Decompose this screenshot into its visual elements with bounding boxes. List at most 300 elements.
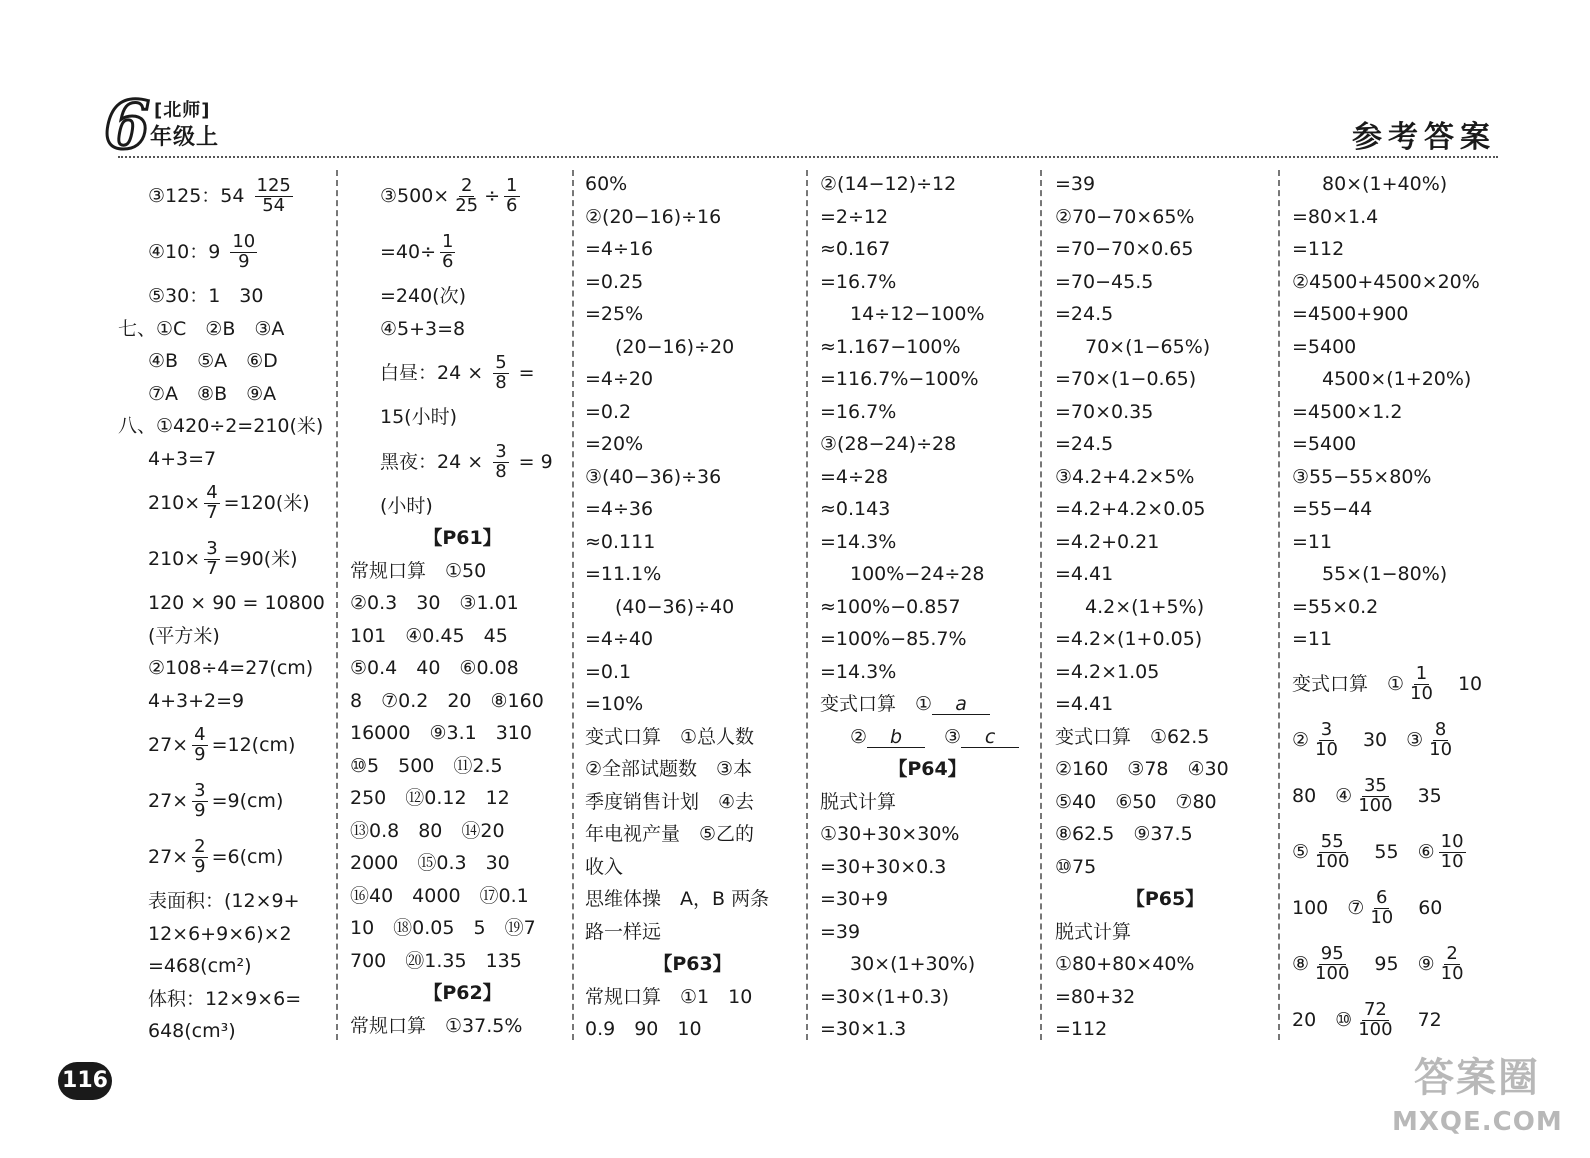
answer-text: =70−45.5	[1055, 270, 1154, 293]
answer-text: =5400	[1292, 433, 1357, 455]
fraction	[1356, 774, 1394, 816]
answer-text: =90(米)	[223, 548, 298, 570]
answer-text: ①30+30×30%	[820, 823, 960, 845]
fraction-denominator: 9	[194, 800, 206, 821]
answer-text: =40÷	[380, 241, 437, 263]
answer-text: ②(20−16)÷16	[585, 205, 722, 228]
answer-text: 4500×(1+20%)	[1322, 368, 1472, 390]
answer-text: =4500+900	[1292, 303, 1409, 325]
answer-text: 210×	[148, 548, 201, 570]
fraction	[255, 177, 293, 216]
answer-line	[1055, 981, 1275, 1014]
answer-text: 210×	[148, 492, 201, 514]
answer-line	[118, 168, 333, 224]
answer-line	[820, 786, 1035, 819]
answer-line	[1292, 656, 1507, 712]
answer-text: ③55−55×80%	[1292, 465, 1432, 488]
answer-line	[118, 443, 333, 476]
answer-text: (小时)	[380, 494, 433, 517]
answer-line	[1292, 201, 1507, 234]
answer-line	[585, 363, 800, 396]
answer-line	[1055, 1013, 1275, 1046]
answer-line	[585, 1013, 800, 1046]
answer-line	[350, 1010, 575, 1043]
answer-text: ⑧	[1292, 952, 1310, 975]
fraction-numerator: 10	[1440, 830, 1464, 852]
watermark-url: MXQE.COM	[1392, 1107, 1563, 1137]
answer-text: 14÷12−100%	[850, 303, 985, 325]
answer-text: =4÷28	[820, 465, 889, 488]
fraction-denominator: 8	[495, 372, 507, 393]
answer-line	[585, 591, 800, 624]
answer-text: =55×0.2	[1292, 595, 1379, 618]
answer-line	[350, 345, 575, 401]
answer-text: =4÷36	[585, 498, 654, 520]
answer-text: =9(cm)	[211, 790, 284, 812]
fraction-numerator: 3	[495, 440, 507, 462]
answer-text: ③4.2+4.2×5%	[1055, 465, 1195, 488]
fraction-numerator: 125	[256, 175, 291, 197]
answer-text: 七、①C ②B ③A	[118, 317, 285, 340]
answer-text: 体积：12×9×6=	[148, 987, 302, 1010]
answer-line	[820, 883, 1035, 916]
answer-text: ②108÷4=27(cm)	[148, 657, 314, 679]
answer-line	[585, 981, 800, 1014]
fraction-denominator: 9	[194, 856, 206, 877]
answer-text: =70×0.35	[1055, 400, 1154, 423]
section-heading	[350, 977, 575, 1010]
answer-text: =70−70×0.65	[1055, 238, 1194, 260]
answer-line	[820, 233, 1035, 266]
answer-line	[585, 851, 800, 884]
answer-line	[350, 815, 575, 848]
answer-text: 【P63】	[653, 953, 732, 975]
answer-line	[1292, 331, 1507, 364]
answer-line	[585, 753, 800, 786]
fraction-denominator: 100	[1358, 794, 1393, 816]
answer-column-1	[118, 168, 333, 1048]
answer-line	[350, 652, 575, 685]
answer-text: ④5+3=8	[380, 317, 466, 340]
answer-text: 4+3=7	[148, 447, 217, 470]
fraction-denominator: 10	[1315, 738, 1338, 760]
fraction-denominator: 10	[1429, 738, 1453, 760]
answer-line	[820, 623, 1035, 656]
fraction-numerator: 8	[1434, 718, 1447, 740]
answer-text: ②全部试题数 ③本	[585, 758, 753, 780]
answer-line	[1292, 363, 1507, 396]
answer-line	[585, 883, 800, 916]
answer-line	[585, 201, 800, 234]
answer-text: ②70−70×65%	[1055, 205, 1195, 228]
answer-text: 80 ④	[1292, 784, 1353, 807]
answer-text: ②4500+4500×20%	[1292, 270, 1480, 293]
answer-line	[1055, 331, 1275, 364]
answer-line	[350, 224, 575, 280]
answer-text: =4÷16	[585, 238, 654, 260]
answer-line	[350, 168, 575, 224]
answer-text: 思维体操 A，B 两条	[585, 888, 770, 910]
answer-line	[350, 782, 575, 815]
fraction	[1313, 718, 1340, 760]
fraction-numerator: 3	[206, 538, 218, 560]
answer-text: 【P61】	[423, 527, 502, 549]
answer-line	[585, 656, 800, 689]
answer-line	[820, 656, 1035, 689]
answer-line	[1055, 818, 1275, 851]
answer-line	[118, 345, 333, 378]
fraction-denominator: 6	[506, 195, 518, 216]
answer-text: ②	[1292, 728, 1310, 751]
answer-text: =39	[1055, 173, 1096, 195]
fraction	[1408, 662, 1435, 704]
answer-line	[118, 224, 333, 280]
answer-line	[118, 685, 333, 718]
fraction-denominator: 10	[1440, 962, 1464, 984]
answer-text: =12(cm)	[211, 734, 296, 756]
answer-line	[1292, 936, 1507, 992]
answer-text: =39	[820, 920, 861, 943]
answer-line	[585, 331, 800, 364]
answer-text: 12×6+9×6)×2	[148, 922, 292, 945]
fraction	[204, 540, 219, 579]
answer-text: 100%−24÷28	[850, 563, 985, 585]
answer-line	[820, 298, 1035, 331]
answer-line	[585, 818, 800, 851]
answer-column-4	[820, 168, 1035, 1048]
answer-line	[350, 490, 575, 523]
answer-text: =25%	[585, 303, 644, 325]
answer-text: =4.41	[1055, 693, 1114, 715]
fraction-denominator: 100	[1315, 850, 1350, 872]
answer-line	[1055, 753, 1275, 786]
answer-text: =80×1.4	[1292, 205, 1379, 228]
answer-column-3	[585, 168, 800, 1048]
fraction-denominator: 25	[455, 195, 479, 216]
answer-text: 常规口算 ①50	[350, 559, 487, 582]
answer-text: =55−44	[1292, 498, 1373, 520]
answer-column-6	[1292, 168, 1507, 1048]
answer-line	[118, 378, 333, 411]
answer-line	[1292, 591, 1507, 624]
answer-line	[350, 434, 575, 490]
fraction	[504, 177, 519, 216]
answer-line	[1055, 168, 1275, 201]
answer-line	[350, 945, 575, 978]
answer-line	[820, 266, 1035, 299]
fraction	[204, 484, 219, 523]
answer-text: ≈0.111	[585, 530, 656, 553]
fraction-numerator: 2	[1446, 942, 1458, 964]
answer-line	[820, 1013, 1035, 1046]
answer-text: 10 ⑱0.05 5 ⑲7	[350, 917, 536, 939]
answer-line	[118, 531, 333, 587]
answer-text: =11	[1292, 530, 1333, 553]
answer-text: 八、①420÷2=210(米)	[118, 415, 324, 437]
answer-text: =16.7%	[820, 270, 897, 293]
answer-line	[585, 721, 800, 754]
fraction	[493, 354, 508, 393]
answer-line	[1292, 266, 1507, 299]
answer-text: ⑤0.4 40 ⑥0.08	[350, 657, 519, 679]
fraction-numerator: 6	[1376, 886, 1388, 908]
answer-line	[1055, 656, 1275, 689]
answer-text: ⑧62.5 ⑨37.5	[1055, 823, 1193, 845]
answer-line	[118, 717, 333, 773]
answer-line	[820, 331, 1035, 364]
answer-text: =120(米)	[223, 492, 310, 514]
answer-text: =0.2	[585, 400, 632, 423]
answer-text: ③(40−36)÷36	[585, 465, 722, 488]
answer-text: =16.7%	[820, 400, 897, 423]
answer-line	[118, 652, 333, 685]
answer-line	[118, 313, 333, 346]
answer-line	[820, 428, 1035, 461]
answer-line	[1055, 721, 1275, 754]
answer-line	[585, 558, 800, 591]
fraction	[493, 440, 508, 482]
answer-line	[1292, 558, 1507, 591]
answer-line	[1055, 428, 1275, 461]
answer-line	[350, 880, 575, 913]
answer-text: =4.2+4.2×0.05	[1055, 498, 1206, 520]
answer-line	[1292, 461, 1507, 494]
answer-text: =11	[1292, 628, 1333, 650]
answer-text: 变式口算 ①62.5	[1055, 725, 1210, 748]
answer-text: =100%−85.7%	[820, 628, 967, 650]
answer-line	[118, 620, 333, 653]
answer-column-5	[1055, 168, 1275, 1048]
answer-line	[820, 851, 1035, 884]
fraction-denominator: 7	[206, 502, 218, 523]
logo-number: 6	[104, 86, 150, 164]
column-divider	[336, 170, 338, 1040]
fraction-denominator: 10	[1370, 906, 1394, 928]
fraction	[1313, 942, 1351, 984]
answer-text: =112	[1292, 238, 1345, 260]
answer-text: 60	[1399, 896, 1443, 919]
answer-line	[118, 587, 333, 620]
answer-column-2	[350, 168, 575, 1048]
logo-grade: 年级上	[150, 125, 220, 150]
answer-line	[350, 847, 575, 880]
answer-text: 4+3+2=9	[148, 689, 245, 712]
page-number-badge: 116	[58, 1062, 112, 1100]
answer-line	[1055, 688, 1275, 721]
answer-text: 30×(1+30%)	[850, 953, 976, 975]
answer-text: =2÷12	[820, 205, 889, 228]
answer-text: ③	[925, 725, 962, 748]
answer-text: ÷	[484, 185, 501, 207]
answer-text: =10%	[585, 693, 644, 715]
answer-text: 55 ⑥	[1355, 840, 1435, 863]
answer-line	[350, 313, 575, 346]
answer-text: (20−16)÷20	[615, 335, 735, 358]
fraction-numerator: 35	[1363, 774, 1387, 796]
answer-text: ≈1.167−100%	[820, 335, 961, 358]
answer-line	[1292, 168, 1507, 201]
answer-line	[350, 750, 575, 783]
fraction-denominator: 6	[442, 251, 454, 272]
answer-text: 70×(1−65%)	[1085, 335, 1211, 358]
answer-line	[350, 620, 575, 653]
answer-text: ≈0.143	[820, 498, 891, 520]
answer-text: ⑤30：1 30	[148, 285, 264, 307]
answer-line	[350, 685, 575, 718]
answer-text: 35	[1398, 784, 1442, 807]
answer-text: 27×	[148, 790, 189, 812]
column-divider	[572, 170, 574, 1040]
fraction-numerator: 5	[495, 352, 507, 374]
answer-text: 收入	[585, 855, 624, 878]
answer-line	[118, 950, 333, 983]
answer-text: ②160 ③78 ④30	[1055, 758, 1229, 780]
answer-text: =468(cm²)	[148, 955, 252, 977]
answer-line	[1055, 948, 1275, 981]
answer-text: 0.9 90 10	[585, 1018, 702, 1040]
watermark-mark: 答案圈	[1414, 1055, 1540, 1101]
answer-line	[350, 587, 575, 620]
answer-text: 表面积：(12×9+	[148, 890, 300, 912]
answer-line	[1055, 201, 1275, 234]
answer-line	[118, 829, 333, 885]
answer-text: 72	[1398, 1008, 1442, 1031]
answer-text: 年电视产量 ⑤乙的	[585, 823, 755, 845]
answer-text: 20 ⑩	[1292, 1008, 1353, 1031]
answer-text: =4.41	[1055, 563, 1114, 585]
answer-line	[585, 298, 800, 331]
answer-line	[118, 280, 333, 313]
fraction	[1313, 830, 1351, 872]
answer-line	[1292, 428, 1507, 461]
section-heading	[1055, 883, 1275, 916]
section-heading	[585, 948, 800, 981]
answer-line	[585, 688, 800, 721]
fraction-numerator: 3	[194, 780, 206, 802]
section-heading	[350, 522, 575, 555]
answer-line	[118, 1015, 333, 1048]
answer-line	[118, 885, 333, 918]
answer-text: =30×(1+0.3)	[820, 985, 950, 1008]
answer-line	[820, 591, 1035, 624]
answer-text: 变式口算 ①	[1292, 672, 1405, 695]
answer-line	[118, 918, 333, 951]
answer-text: =30+30×0.3	[820, 855, 947, 878]
answer-line	[820, 818, 1035, 851]
answer-text: 10	[1438, 672, 1483, 695]
answer-text: 路一样远	[585, 920, 662, 943]
answer-text: ⑤40 ⑥50 ⑦80	[1055, 790, 1217, 813]
fraction-numerator: 1	[506, 175, 518, 197]
answer-line	[1055, 461, 1275, 494]
answer-line	[1055, 591, 1275, 624]
answer-text: =24.5	[1055, 303, 1114, 325]
answer-line	[1292, 396, 1507, 429]
fraction-denominator: 100	[1315, 962, 1350, 984]
fraction	[1356, 998, 1394, 1040]
answer-line	[1055, 363, 1275, 396]
fraction	[1427, 718, 1454, 760]
answer-line	[585, 786, 800, 819]
answer-text: =14.3%	[820, 660, 897, 683]
answer-text: 4.2×(1+5%)	[1085, 595, 1205, 618]
answer-text: ④10：9	[148, 241, 227, 263]
answer-line	[1055, 266, 1275, 299]
answer-text: ①80+80×40%	[1055, 953, 1195, 975]
answer-text: 16000 ⑨3.1 310	[350, 722, 532, 744]
answer-line	[820, 916, 1035, 949]
answer-text: ⑬0.8 80 ⑭20	[350, 819, 505, 842]
page-title: 参考答案	[1352, 120, 1496, 155]
answer-text: 27×	[148, 846, 189, 868]
answer-line	[1055, 851, 1275, 884]
answer-text: 700 ⑳1.35 135	[350, 949, 522, 972]
answer-text: ②	[850, 725, 868, 748]
answer-blank: a	[932, 694, 990, 715]
answer-line	[820, 981, 1035, 1014]
answer-line	[1055, 623, 1275, 656]
answer-blank: c	[961, 727, 1019, 748]
answer-line	[1055, 916, 1275, 949]
answer-line	[1292, 880, 1507, 936]
fraction-denominator: 10	[1410, 682, 1433, 704]
answer-text: 8 ⑦0.2 20 ⑧160	[350, 689, 544, 712]
fraction-numerator: 1	[1415, 662, 1428, 684]
answer-line	[1292, 493, 1507, 526]
answer-line	[820, 688, 1035, 721]
answer-line	[585, 461, 800, 494]
answer-text: =240(次)	[380, 285, 467, 307]
answer-text: 648(cm³)	[148, 1020, 236, 1042]
fraction-numerator: 55	[1320, 830, 1344, 852]
fraction	[1439, 830, 1466, 872]
answer-text: =30+9	[820, 888, 889, 910]
answer-text: 250 ⑫0.12 12	[350, 787, 510, 809]
answer-text: =20%	[585, 433, 644, 455]
fraction	[453, 177, 480, 216]
answer-line	[820, 168, 1035, 201]
answer-text: =4.2+0.21	[1055, 530, 1160, 553]
answer-line	[820, 493, 1035, 526]
answer-line	[1055, 558, 1275, 591]
fraction-numerator: 2	[460, 175, 473, 197]
watermark	[1392, 1052, 1562, 1148]
answer-line	[1055, 786, 1275, 819]
fraction	[1439, 942, 1466, 984]
answer-line	[1292, 768, 1507, 824]
answer-text: ②(14−12)÷12	[820, 173, 957, 195]
answer-text: =4.2×1.05	[1055, 660, 1160, 683]
answer-text: =11.1%	[585, 563, 662, 585]
answer-line	[585, 266, 800, 299]
fraction-denominator: 8	[495, 460, 507, 482]
answer-line	[350, 401, 575, 434]
answer-text: =70×(1−0.65)	[1055, 368, 1197, 390]
answer-line	[1055, 493, 1275, 526]
answer-line	[585, 396, 800, 429]
answer-line	[585, 526, 800, 559]
answer-line	[1292, 526, 1507, 559]
answer-text: =80+32	[1055, 985, 1136, 1008]
fraction-numerator: 2	[194, 836, 206, 858]
column-divider	[806, 170, 808, 1040]
fraction-denominator: 9	[194, 744, 206, 765]
answer-line	[350, 280, 575, 313]
answer-line	[118, 410, 333, 443]
section-heading	[820, 753, 1035, 786]
answer-text: ≈0.167	[820, 238, 891, 260]
answer-text: ⑯40 4000 ⑰0.1	[350, 884, 529, 907]
